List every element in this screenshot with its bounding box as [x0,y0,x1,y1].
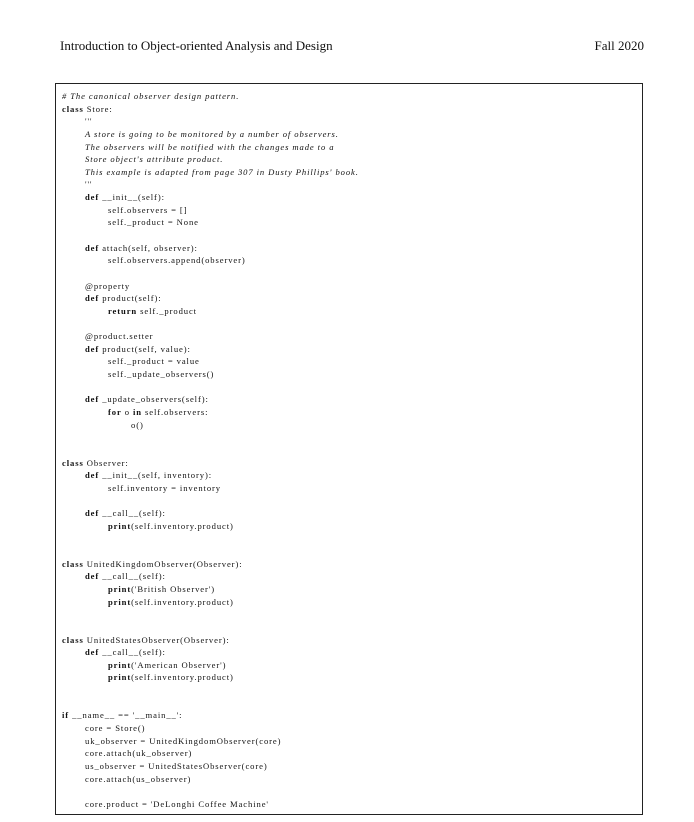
code-docstring: Store object's attribute product. [85,154,224,165]
code-keyword: class [62,558,84,569]
code-text: self.inventory = inventory [108,482,221,493]
code-line [62,444,638,457]
code-line [62,659,638,672]
code-keyword: def [85,192,100,203]
code-line [62,204,638,217]
code-keyword: def [85,470,100,481]
code-text: core.attach(us_observer) [85,773,192,784]
code-line [62,305,638,318]
code-keyword: print [108,659,132,670]
code-keyword: def [85,242,100,253]
code-text: self._product = None [108,217,199,228]
code-keyword: class [62,457,84,468]
code-text: o [121,407,133,418]
code-line [62,747,638,760]
code-docstring: This example is adapted from page 307 in Dusty Phillips' book. [85,166,359,177]
code-line [62,735,638,748]
code-line [62,393,638,406]
code-text: __call__(self): [99,571,166,582]
code-keyword: class [62,634,84,645]
code-line [62,128,638,141]
code-line [62,242,638,255]
code-keyword: def [85,394,100,405]
code-keyword: in [132,407,142,418]
code-comment: # The canonical observer design pattern. [62,91,240,101]
code-line [62,330,638,343]
code-line [62,280,638,293]
code-listing-box [55,83,643,815]
code-line [62,431,638,444]
code-line [62,507,638,520]
code-keyword: class [62,103,84,114]
code-line [62,229,638,242]
code-text: __call__(self): [99,508,166,519]
page-header [60,38,644,56]
code-line [62,482,638,495]
code-text: UnitedStatesObserver(Observer): [83,634,230,645]
code-line [62,178,638,191]
code-keyword: return [108,305,138,316]
code-line [62,191,638,204]
code-line [62,570,638,583]
code-text: product(self, value): [99,343,191,354]
code-text: self.observers = [] [108,204,188,215]
code-text: self._product = value [108,356,200,367]
code-line [62,709,638,722]
code-line [62,103,638,116]
code-listing [62,90,638,811]
code-line [62,343,638,356]
code-line [62,368,638,381]
code-line [62,381,638,394]
code-line [62,545,638,558]
code-docstring: The observers will be notified with the changes made to a [85,141,335,152]
code-text: core.attach(uk_observer) [85,748,193,759]
code-line [62,634,638,647]
term-label: Fall 2020 [594,38,644,53]
code-line [62,267,638,280]
code-line [62,671,638,684]
code-keyword: print [108,583,132,594]
code-line [62,760,638,773]
code-text: (self.inventory.product) [131,520,234,531]
code-keyword: def [85,293,100,304]
code-text: ''' [85,116,93,127]
code-keyword: print [108,520,132,531]
code-text: attach(self, observer): [99,242,198,253]
code-text: self._product [137,305,197,316]
code-text: Observer: [83,457,129,468]
code-line [62,254,638,267]
code-text: o() [131,419,144,430]
code-text: __name__ == '__main__': [69,710,183,721]
code-line [62,798,638,811]
code-text: Store: [83,103,113,114]
code-line [62,646,638,659]
code-text: __call__(self): [99,647,166,658]
code-text: ''' [85,179,93,190]
code-line [62,532,638,545]
code-text: UnitedKingdomObserver(Observer): [83,558,243,569]
code-line [62,773,638,786]
code-line [62,355,638,368]
code-line [62,166,638,179]
code-text: uk_observer = UnitedKingdomObserver(core) [85,735,282,746]
code-line [62,318,638,331]
code-text: @product.setter [85,331,154,342]
code-keyword: def [85,343,100,354]
code-line [62,292,638,305]
code-line [62,495,638,508]
code-line [62,90,638,103]
code-line [62,153,638,166]
code-keyword: def [85,508,100,519]
code-text: ('American Observer') [131,659,227,670]
code-docstring: A store is going to be monitored by a number of observers. [85,128,339,139]
code-line [62,608,638,621]
code-line [62,216,638,229]
code-text: __init__(self, inventory): [99,470,213,481]
code-text: self.observers: [141,407,209,418]
code-keyword: print [108,596,132,607]
code-keyword: def [85,571,100,582]
code-keyword: if [62,710,70,721]
code-line [62,722,638,735]
code-keyword: for [108,407,122,418]
document-title: Introduction to Object-oriented Analysis and Design [60,38,333,53]
code-line [62,141,638,154]
code-text: ('British Observer') [131,583,215,594]
code-line [62,596,638,609]
code-text: core.product = 'DeLonghi Coffee Machine' [85,798,269,809]
code-line [62,697,638,710]
code-keyword: def [85,647,100,658]
code-line [62,785,638,798]
code-line [62,621,638,634]
code-line [62,558,638,571]
code-text: __init__(self): [99,192,165,203]
code-line [62,406,638,419]
code-text: (self.inventory.product) [131,672,234,683]
code-line [62,520,638,533]
code-line [62,115,638,128]
code-text: product(self): [99,293,162,304]
code-line [62,457,638,470]
code-line [62,419,638,432]
code-text: self._update_observers() [108,369,215,380]
code-text: self.observers.append(observer) [108,255,246,266]
code-line [62,583,638,596]
code-text: (self.inventory.product) [131,596,234,607]
code-text: us_observer = UnitedStatesObserver(core) [85,760,268,771]
code-text: @property [85,280,131,291]
code-line [62,469,638,482]
code-text: core = Store() [85,723,146,734]
code-text: _update_observers(self): [99,394,209,405]
code-keyword: print [108,672,132,683]
code-line [62,684,638,697]
